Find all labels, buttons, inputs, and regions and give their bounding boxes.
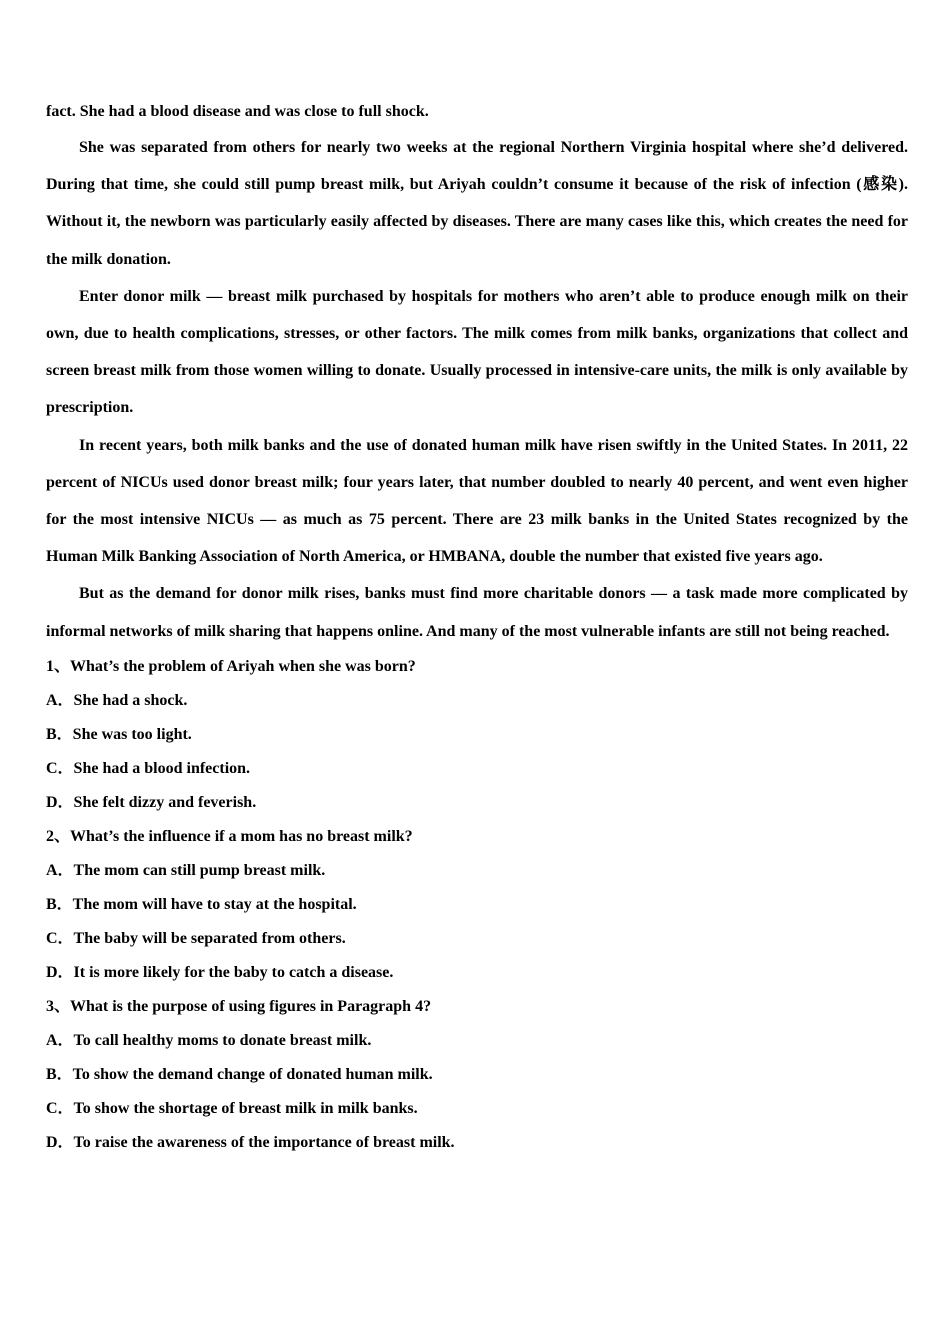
question-3 bbox=[46, 990, 908, 1160]
option-b: B．To show the demand change of donated human milk. bbox=[46, 1065, 433, 1083]
option-d: D．She felt dizzy and feverish. bbox=[46, 793, 257, 811]
option-c: C．The baby will be separated from others. bbox=[46, 929, 346, 947]
option-c: C．To show the shortage of breast milk in milk banks. bbox=[46, 1099, 418, 1117]
question-stem: 3、What is the purpose of using figures in Paragraph 4? bbox=[46, 997, 432, 1015]
option-b: B．She was too light. bbox=[46, 725, 192, 743]
option-d: D．To raise the awareness of the importance of breast milk. bbox=[46, 1133, 455, 1151]
paragraph-4: But as the demand for donor milk rises, banks must find more charitable donors — a task made more complicated by informal networks of milk sharing that happens online. And many of the most vulnerable infants are still not being reached. bbox=[46, 585, 908, 640]
lead-line: fact. She had a blood disease and was close to full shock. bbox=[46, 103, 429, 120]
question-stem: 2、What’s the influence if a mom has no breast milk? bbox=[46, 827, 413, 845]
option-a: A．She had a shock. bbox=[46, 691, 188, 709]
option-b: B．The mom will have to stay at the hospital. bbox=[46, 895, 357, 913]
question-stem: 1、What’s the problem of Ariyah when she was born? bbox=[46, 657, 416, 675]
document-body bbox=[46, 95, 908, 1160]
option-a: A．To call healthy moms to donate breast milk. bbox=[46, 1031, 372, 1049]
paragraph-1: She was separated from others for nearly two weeks at the regional Northern Virginia hospital where she’d delivered. During that time, she could still pump breast milk, but Ariyah couldn’t consume it because of the risk of infection (感染). Without it, the newborn was particularly easily affected by diseases. There are many cases like this, which creates the need for the milk donation. bbox=[46, 139, 908, 268]
option-a: A．The mom can still pump breast milk. bbox=[46, 861, 326, 879]
question-2 bbox=[46, 820, 908, 990]
paragraph-3: In recent years, both milk banks and the use of donated human milk have risen swiftly in the United States. In 2011, 22 percent of NICUs used donor breast milk; four years later, that number doubled to nearly 40 percent, and went even higher for the most intensive NICUs — as much as 75 percent. There are 23 milk banks in the United States recognized by the Human Milk Banking Association of North America, or HMBANA, double the number that existed five years ago. bbox=[46, 436, 908, 566]
question-1 bbox=[46, 650, 908, 820]
option-c: C．She had a blood infection. bbox=[46, 759, 251, 777]
paragraph-2: Enter donor milk — breast milk purchased by hospitals for mothers who aren’t able to produce enough milk on their own, due to health complications, stresses, or other factors. The milk comes from milk banks, organizations that collect and screen breast milk from those women willing to donate. Usually processed in intensive-care units, the milk is only available by prescription. bbox=[46, 287, 908, 417]
option-d: D．It is more likely for the baby to catch a disease. bbox=[46, 963, 394, 981]
